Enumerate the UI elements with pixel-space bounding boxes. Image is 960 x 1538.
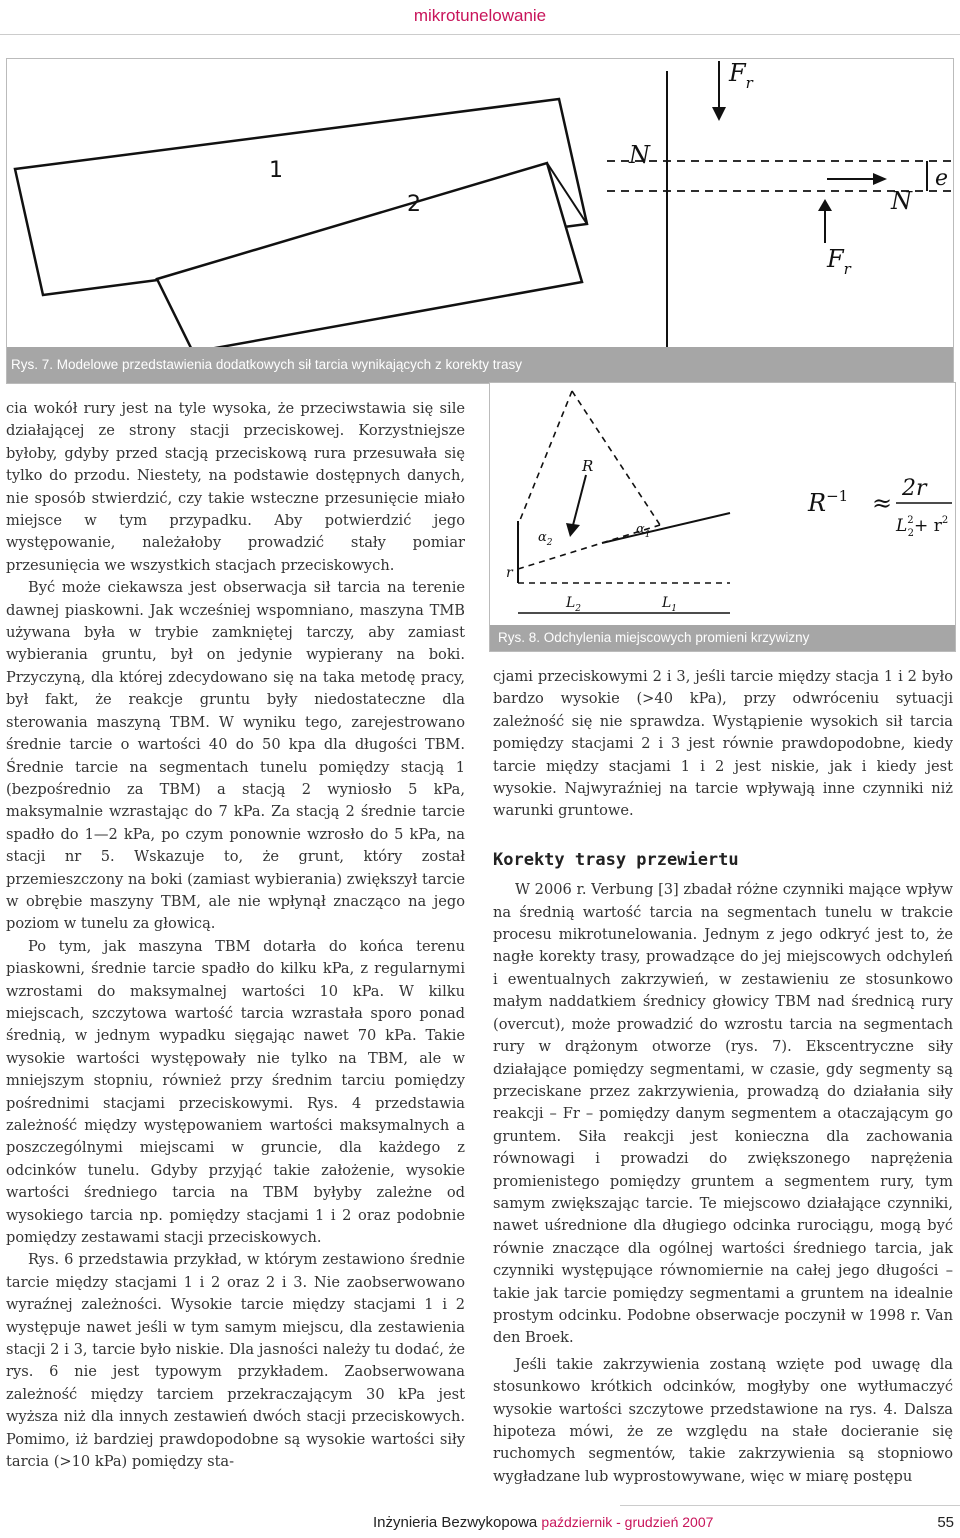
footer-divider (620, 1505, 960, 1506)
segment-l1 (602, 513, 730, 543)
fr-bottom-arrowhead (818, 199, 832, 211)
page-number: 55 (937, 1514, 954, 1531)
l1-label (661, 595, 677, 614)
r-label: r (506, 565, 513, 581)
formula-numerator: 2r (902, 476, 927, 501)
left-paragraph: Być może ciekawsza jest obserwacja sił tarcia na terenie dawnej piaskowni. Jak wcześniej wspomniano, maszyna TMB używana była w trybie zamkniętej tarczy, aby zamiast wybierania gruntu, był on jedynie wypierany na boki. Przyczyną, dla której zdecydowano się na taka metodę pracy, był fakt, że reakcje gruntu były niedostateczne dla sterowania maszyną TBM. W wyniku tego, zarejestrowano średnie tarcie o wartości 40 do 50 kpa dla długości TBM. Średnie tarcie na segmentach tunelu pomiędzy stacją 1 (bezpośrednio za TBM) a stacją 2 wyniosło 5 kPa, maksymalnie wzrastając do 7 kPa. Za stacją 2 średnie tarcie spadło do 1—2 kPa, po czym ponownie wzrosło do 5 kPa, na stacji nr 5. Wskazuje to, że grunt, który został przemieszczony na boki (zamiast wybierania) zwiększył tarcie w obrębie maszyny TBM, ale nie wpłynął znacząco na jego poziom w tunelu za głowicą. (6, 579, 465, 933)
right-paragraph: Jeśli takie zakrzywienia zostaną wzięte pod uwagę dla stosunkowo krótkich odcinków, mogłyby one wytłumaczyć wysokie wartości szczytowe przedstawione na rys. 4. Dalsza hipoteza mówi, że ze względu na stałe docieranie się ruchomych segmentów, takie zakrzywienia są stopniowo wygładzane lub wyprostowywane, więc w miarę postępu (493, 1355, 953, 1485)
fr-top-label-f: F (729, 59, 746, 87)
alpha2-label-sub: 2 (546, 538, 553, 548)
n-top-arrowhead (873, 173, 887, 185)
alpha2-label-base: α (538, 530, 547, 545)
dashed-radius-left (518, 391, 572, 525)
right-column (493, 666, 953, 1488)
formula-approx: ≈ (872, 489, 893, 517)
e-label: e (935, 166, 949, 191)
segment-2-label: 2 (407, 192, 421, 217)
formula-lhs-base: R (808, 489, 827, 517)
formula-den-rest: + r (914, 516, 942, 536)
formula-lhs (807, 487, 848, 517)
l1-label-sub: 1 (671, 604, 678, 614)
r-arrow (572, 475, 586, 529)
fr-top-label (728, 59, 754, 92)
formula-denominator (895, 515, 948, 539)
alpha1-label (636, 522, 651, 540)
formula-den-base: L (896, 516, 908, 536)
fr-top-label-sub: r (745, 74, 753, 92)
alpha2-label (538, 530, 553, 548)
formula-den-sub: 2 (907, 528, 915, 539)
n-bottom-label: N (891, 187, 912, 215)
fr-bottom-label-sub: r (843, 260, 851, 278)
magazine-title: Inżynieria Bezwykopowa (373, 1514, 538, 1531)
left-paragraph: Rys. 6 przedstawia przykład, w którym zestawiono średnie tarcie między stacjami 1 i 2 oraz 2 i 3. Nie zaobserwowano wyraźnej zależności. Wysokie tarcie między stacjami 1 i 2 występuje nawet jeśli w tym samym miejscu, dla zestawienia stacji 2 i 3, tarcie było niskie. Dla jasności należy tu dodać, że rys. 6 nie jest typowym przykładem. Zaobserwowana zależność między tarciem przekraczającym 30 kPa jest wyższa niż dla innych zestawień dwóch stacji przeciskowych. Pomimo, iż bardziej prawdopodobne są wysokie wartości siły tarcia (>10 kPa) pomiędzy sta- (6, 1251, 465, 1471)
formula-lhs-sup: −1 (826, 487, 849, 505)
figure-7-diagram (7, 59, 953, 349)
fr-top-arrowhead (712, 107, 726, 121)
issue-date: październik - grudzień 2007 (541, 1514, 714, 1530)
figure-8-diagram (490, 383, 955, 625)
figure-8 (489, 382, 956, 652)
r-label-capital: R (582, 457, 594, 475)
footer-magazine (373, 1514, 713, 1531)
formula-den-sup: 2 (907, 515, 914, 526)
figure-7 (6, 58, 954, 384)
segment-1-label: 1 (269, 158, 283, 183)
l1-label-base: L (662, 595, 672, 611)
figure-7-caption: Rys. 7. Modelowe przedstawienia dodatkowych sił tarcia wynikających z korekty trasy (7, 347, 953, 383)
left-column (6, 398, 465, 1474)
left-paragraph: Po tym, jak maszyna TBM dotarła do końca terenu piaskowni, średnie tarcie spadło do kilku kPa, z regularnymi wzrostami do maksymalnej wartości 10 kPa. W kilku miejscach, szczytowa wartość tarcia wzrastała sporo ponad średnią, w jednym wypadku sięgając nawet 70 kPa. Takie wysokie wartości występowały nie tylko na TBM, ale w mniejszym stopniu, również przy średnim tarciu pomiędzy pośrednimi stacjami przeciskowymi. Rys. 4 przedstawia zależność między występowaniem wartości maksymalnych a poszczególnymi miejscami w gruncie, dla każdego z odcinków tunelu. Gdyby przyjąć takie założenie, wysokie wartości średniego tarcia na TBM byłyby zależne od wysokiego tarcia np. pomiędzy stacjami 1 i 2 oraz podobnie pomiędzy zestawami stacji przeciskowych. (6, 937, 465, 1247)
l2-label-sub: 2 (575, 604, 582, 614)
l2-label-base: L (566, 595, 576, 611)
l2-label (565, 595, 581, 614)
header-divider (0, 34, 960, 35)
fr-bottom-label (826, 245, 852, 278)
n-top-label: N (629, 141, 650, 169)
right-intro-paragraph: cjami przeciskowymi 2 i 3, jeśli tarcie między stacja 1 i 2 było bardzo wysokie (>40 kPa), przy odwróceniu sytuacji zależność się nie sprawdza. Wystąpienie wysokich sił tarcia pomiędzy stacjami 2 i 3 jest równie prawdopodobne, kiedy tarcie między stacjami 1 i 2 jest niskie, jak i kiedy jest wysokie. Najwyraźniej na tarcie wpływają inne czynniki niż warunki gruntowe. (493, 668, 953, 820)
page-footer (0, 1514, 960, 1538)
alpha1-label-sub: 1 (644, 530, 651, 540)
figure-8-caption: Rys. 8. Odchylenia miejscowych promieni krzywizny (490, 625, 955, 651)
fr-bottom-label-f: F (827, 245, 844, 273)
formula-den-rest-sup: 2 (941, 515, 949, 526)
running-header: mikrotunelowanie (413, 6, 547, 25)
section-heading: Korekty trasy przewiertu (493, 849, 739, 870)
alpha1-label-base: α (636, 522, 645, 537)
r-arrowhead (566, 523, 580, 537)
left-paragraph: cia wokół rury jest na tyle wysoka, że przeciwstawia się sile działającej ze strony stacji przeciskowej. Korzystniejsze byłoby, gdyby przed stacją przeciskową rura przesuwała się tylko do przodu. Niestety, na podstawie dostępnych danych, nie sposób stwierdzić, czy takie wsteczne przesunięcie miało miejsce w tym przypadku. Aby potwierdzić jego występowanie, należałoby prowadzić stały pomiar przesunięcia we wszystkich stacjach przeciskowych. (6, 400, 465, 574)
right-paragraph: W 2006 r. Verbung [3] zbadał różne czynniki mające wpływ na średnią wartość tarcia na segmentach tunelu w trakcie procesu mikrotunelowania. Jednym z jego odkryć jest to, że nagłe korekty trasy, prowadzące do jej miejscowych odchyleń i ewentualnych zakrzywień, w zestawieniu ze stosunkowo małym naddatkiem średnicy głowicy TBM nad średnicą rury (overcut), może prowadzić do wzrostu tarcia na segmentach rury w drążonym otworze (rys. 7). Ekscentryczne siły działające pomiędzy segmentami, w czasie, gdy segmenty są przeciskane przez zakrzywienia, prowadzą do działania siły reakcji – Fr – pomiędzy danym segmentem a otaczającym go gruntem. Siła reakcji jest konieczna dla zachowania równowagi i prowadzi do zwiększonego naprężenia promienistego pomiędzy gruntem a segmentem rury, tym samym zwiększając tarcie. Te miejscowo działające czynniki, nawet uśrednione dla długiego odcinka rurociągu, mogą być równie znaczące dla ogólnej wartości średniego tarcia, jak czynniki występujące równomiernie na całej jego długości – takie jak tarcie pomiędzy segmentami a gruntem na idealnie prostym odcinku. Podobne obserwacje poczynił w 1998 r. Van den Broek. (493, 881, 953, 1347)
